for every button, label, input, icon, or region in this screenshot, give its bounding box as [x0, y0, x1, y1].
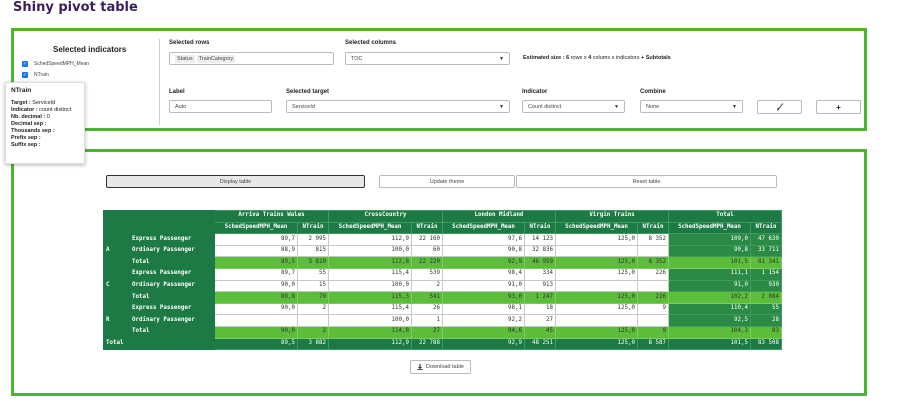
table-cell: 111,1 [669, 268, 751, 280]
tooltip-title: NTrain [11, 87, 32, 94]
table-cell: 125,0 [556, 326, 638, 338]
row-header: Total [130, 257, 215, 269]
table-cell: 90,0 [215, 303, 298, 315]
table-cell: 55 [751, 303, 782, 315]
indicator-item-ntrain[interactable] [22, 72, 49, 78]
selected-rows-label: Selected rows [169, 40, 210, 46]
table-cell: 112,9 [329, 234, 412, 246]
table-cell: 92,5 [669, 315, 751, 327]
group-header: C [104, 268, 130, 303]
row-header: Ordinary Passenger [130, 315, 215, 327]
update-theme-button[interactable]: Update theme [379, 175, 515, 188]
column-header: London Midland [443, 211, 556, 223]
pivot-table [103, 210, 782, 350]
checkbox-checked-icon[interactable]: ✓ [22, 60, 28, 67]
table-cell: 2 [298, 326, 329, 338]
measure-header: SchedSpeedMPH_Mean [329, 222, 412, 234]
label-input-value: Auto [175, 103, 187, 110]
grand-total-cell: 8 587 [638, 338, 669, 350]
table-cell: 100,0 [329, 315, 412, 327]
grand-total-cell: 83 508 [751, 338, 782, 350]
row-tag[interactable]: TrainCategory [198, 55, 234, 62]
table-cell: 89,8 [215, 292, 298, 304]
table-cell: 114,8 [329, 326, 412, 338]
tooltip-line: Decimal sep : [11, 121, 47, 127]
table-cell: 93,0 [443, 292, 525, 304]
table-cell: 8 352 [638, 257, 669, 269]
table-cell: 32 836 [525, 245, 556, 257]
table-cell: 8 352 [638, 234, 669, 246]
table-row [104, 292, 782, 304]
grand-total-label: Total [104, 338, 215, 350]
selected-target-select[interactable] [286, 100, 510, 113]
table-cell: 2 995 [298, 234, 329, 246]
table-cell: 226 [638, 268, 669, 280]
table-cell: 9 [638, 326, 669, 338]
table-cell: 1 [412, 315, 443, 327]
measure-header: NTrain [298, 222, 329, 234]
selected-target-label: Selected target [286, 89, 330, 95]
table-cell: 913 [525, 280, 556, 292]
table-cell: 125,0 [556, 257, 638, 269]
table-cell: 33 711 [751, 245, 782, 257]
caret-down-icon: ▼ [499, 104, 504, 110]
table-cell [556, 245, 638, 257]
table-panel [11, 149, 867, 396]
indicator-label: SchedSpeedMPH_Mean [34, 61, 90, 67]
table-cell: 100,0 [329, 245, 412, 257]
table-cell: 14 123 [525, 234, 556, 246]
selected-rows-select[interactable] [169, 52, 334, 65]
display-table-button[interactable]: Display table [106, 175, 365, 188]
settings-panel [11, 28, 867, 131]
selected-columns-label: Selected columns [345, 40, 397, 46]
row-header: Ordinary Passenger [130, 245, 215, 257]
table-cell: 97,6 [443, 234, 525, 246]
table-cell: 92,9 [443, 257, 525, 269]
indicator-tooltip [5, 82, 85, 164]
table-cell: 88,9 [215, 245, 298, 257]
checkbox-checked-icon[interactable]: ✓ [22, 71, 28, 78]
measure-header: SchedSpeedMPH_Mean [215, 222, 298, 234]
row-tag[interactable]: Status [177, 55, 193, 62]
table-cell: 100,0 [329, 280, 412, 292]
measure-header: NTrain [638, 222, 669, 234]
table-cell: 15 [298, 280, 329, 292]
table-cell: 55 [298, 268, 329, 280]
measure-header: SchedSpeedMPH_Mean [556, 222, 638, 234]
table-cell: 92,2 [443, 315, 525, 327]
table-cell: 125,0 [556, 303, 638, 315]
table-cell [638, 280, 669, 292]
row-header: Total [130, 326, 215, 338]
combine-value: None [646, 103, 660, 110]
download-table-button[interactable] [410, 360, 471, 374]
table-cell: 115,4 [329, 268, 412, 280]
download-label: Download table [426, 364, 464, 370]
grand-total-row [104, 338, 782, 350]
column-header: Total [669, 211, 782, 223]
table-row [104, 303, 782, 315]
table-cell: 102,2 [669, 292, 751, 304]
table-row [104, 315, 782, 327]
grand-total-cell: 92,9 [443, 338, 525, 350]
table-cell: 125,0 [556, 234, 638, 246]
caret-down-icon: ▼ [614, 104, 619, 110]
row-header: Express Passenger [130, 234, 215, 246]
label-input[interactable] [169, 100, 272, 113]
column-header: CrossCountry [329, 211, 443, 223]
table-cell: 89,5 [215, 257, 298, 269]
tooltip-line: Indicator : count distinct [11, 107, 72, 113]
table-cell: 1 247 [525, 292, 556, 304]
paintbrush-icon [776, 103, 784, 111]
selected-indicators-title: Selected indicators [53, 45, 127, 54]
grand-total-cell: 22 788 [412, 338, 443, 350]
table-cell: 101,5 [669, 257, 751, 269]
estimated-size-text: Estimated size : 6 rows x 4 colums x indicators + Subtotals [523, 55, 671, 61]
table-cell: 125,0 [556, 292, 638, 304]
table-cell: 27 [525, 315, 556, 327]
table-row [104, 280, 782, 292]
table-cell: 226 [638, 292, 669, 304]
table-cell: 90,8 [443, 245, 525, 257]
table-row [104, 326, 782, 338]
table-cell: 90,0 [215, 280, 298, 292]
format-brush-button[interactable] [757, 100, 802, 114]
row-header: Express Passenger [130, 268, 215, 280]
table-row [104, 245, 782, 257]
indicator-label: Indicator [522, 89, 548, 95]
table-cell: 22 220 [412, 257, 443, 269]
measure-header: SchedSpeedMPH_Mean [443, 222, 525, 234]
indicator-item-schedspeed[interactable] [22, 61, 89, 67]
grand-total-cell: 101,5 [669, 338, 751, 350]
table-cell: 104,3 [669, 326, 751, 338]
table-cell: 28 [751, 315, 782, 327]
table-cell: 45 [525, 326, 556, 338]
table-corner [104, 211, 215, 234]
table-cell: 2 [298, 303, 329, 315]
tooltip-line: Prefix sep : [11, 135, 41, 141]
row-header: Express Passenger [130, 303, 215, 315]
table-cell: 94,6 [443, 326, 525, 338]
table-cell: 3 810 [298, 257, 329, 269]
caret-down-icon: ▼ [732, 104, 737, 110]
table-cell: 60 [412, 245, 443, 257]
table-cell: 9 [638, 303, 669, 315]
reset-table-button[interactable]: Reset table [516, 175, 777, 188]
table-cell: 22 160 [412, 234, 443, 246]
table-cell: 98,4 [443, 268, 525, 280]
table-cell: 46 959 [525, 257, 556, 269]
combine-label: Combine [640, 89, 666, 95]
caret-down-icon: ▼ [499, 56, 504, 62]
label-field-label: Label [169, 89, 185, 95]
table-row [104, 257, 782, 269]
table-cell [298, 315, 329, 327]
table-cell: 90,8 [669, 245, 751, 257]
tooltip-line: Thousands sep : [11, 128, 55, 134]
table-cell: 83 [751, 326, 782, 338]
table-cell: 2 084 [751, 292, 782, 304]
table-cell: 91,0 [443, 280, 525, 292]
table-cell: 89,7 [215, 234, 298, 246]
table-cell: 27 [412, 326, 443, 338]
tooltip-line: Nb. decimal : 0 [11, 114, 50, 120]
table-cell [215, 315, 298, 327]
target-value: ServiceId [292, 103, 315, 110]
table-cell: 2 [412, 280, 443, 292]
tooltip-line: Target : ServiceId [11, 100, 56, 106]
grand-total-cell: 125,0 [556, 338, 638, 350]
table-cell: 125,0 [556, 268, 638, 280]
table-cell: 81 341 [751, 257, 782, 269]
table-cell [556, 280, 638, 292]
table-cell: 26 [412, 303, 443, 315]
table-row [104, 234, 782, 246]
panel-divider [159, 39, 160, 125]
table-cell: 110,4 [669, 303, 751, 315]
download-icon [417, 364, 423, 370]
table-cell: 18 [525, 303, 556, 315]
table-cell: 91,0 [669, 280, 751, 292]
table-cell: 112,8 [329, 257, 412, 269]
column-header: Arriva Trains Wales [215, 211, 329, 223]
table-cell: 98,1 [443, 303, 525, 315]
indicator-label: NTrain [34, 72, 49, 78]
group-header: R [104, 303, 130, 338]
measure-header: NTrain [412, 222, 443, 234]
add-indicator-button[interactable] [816, 100, 861, 114]
indicator-select[interactable] [522, 100, 625, 113]
measure-header: SchedSpeedMPH_Mean [669, 222, 751, 234]
table-cell: 109,0 [669, 234, 751, 246]
table-cell: 115,4 [329, 303, 412, 315]
table-cell: 539 [412, 268, 443, 280]
table-cell: 334 [525, 268, 556, 280]
table-cell: 815 [298, 245, 329, 257]
combine-select[interactable] [640, 100, 743, 113]
column-header: Virgin Trains [556, 211, 669, 223]
measure-header: NTrain [751, 222, 782, 234]
table-header-row [104, 211, 782, 223]
table-cell: 930 [751, 280, 782, 292]
app-title: Shiny pivot table [13, 0, 138, 15]
table-cell [638, 245, 669, 257]
table-cell: 70 [298, 292, 329, 304]
tooltip-line: Suffix sep : [11, 142, 41, 148]
table-cell: 47 630 [751, 234, 782, 246]
grand-total-cell: 112,9 [329, 338, 412, 350]
selected-columns-select[interactable] [345, 52, 510, 65]
grand-total-cell: 48 251 [525, 338, 556, 350]
row-header: Total [130, 292, 215, 304]
row-header: Ordinary Passenger [130, 280, 215, 292]
table-row [104, 268, 782, 280]
table-cell: 89,7 [215, 268, 298, 280]
columns-value: TOC [351, 55, 363, 62]
indicator-value: Count distinct [528, 103, 562, 110]
group-header: A [104, 234, 130, 269]
table-cell [638, 315, 669, 327]
table-cell: 541 [412, 292, 443, 304]
table-cell: 1 154 [751, 268, 782, 280]
grand-total-cell: 89,5 [215, 338, 298, 350]
table-cell: 115,3 [329, 292, 412, 304]
grand-total-cell: 3 882 [298, 338, 329, 350]
plus-icon: + [836, 102, 841, 112]
table-cell [556, 315, 638, 327]
table-cell: 90,0 [215, 326, 298, 338]
measure-header: NTrain [525, 222, 556, 234]
